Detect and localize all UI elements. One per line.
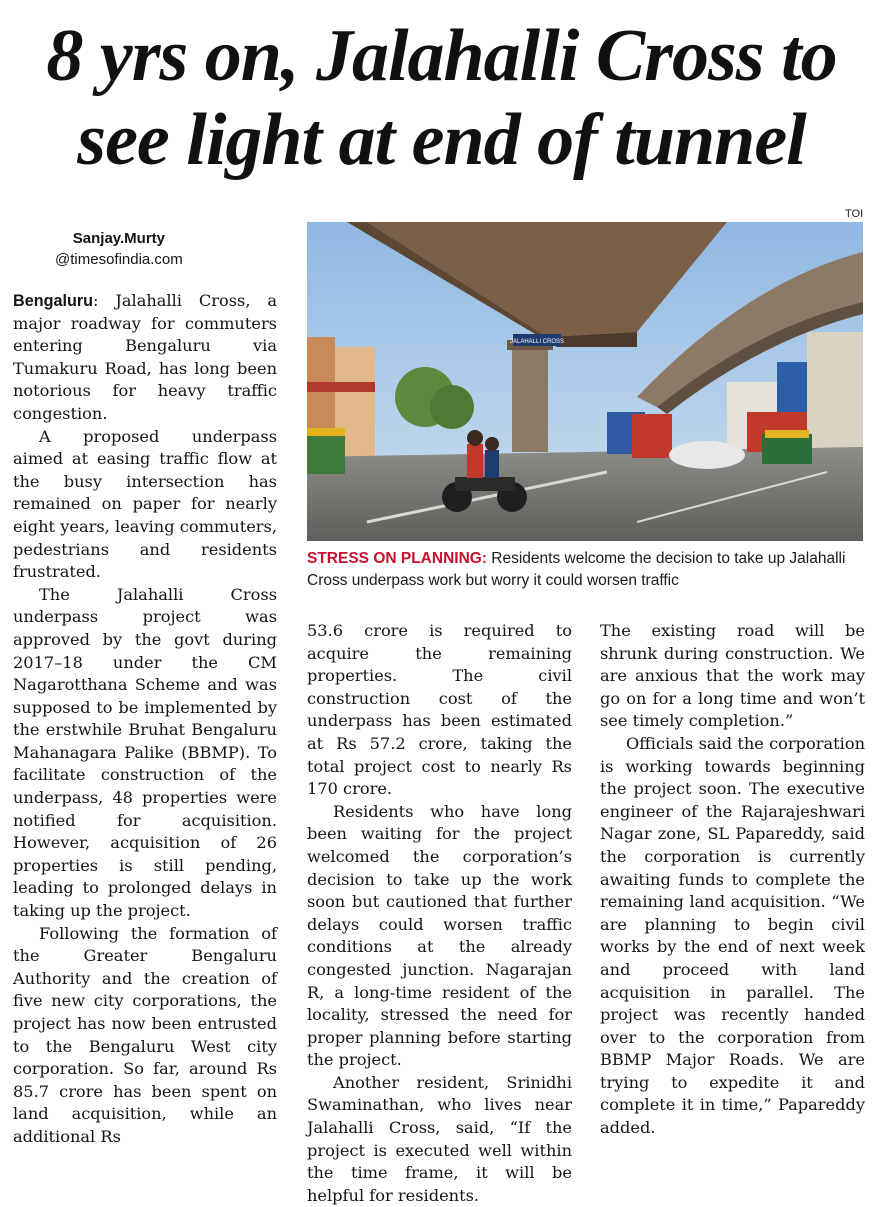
caption-text: Residents welcome the decision to take up Jalahalli Cross underpass work but worry it could worsen traffic <box>307 550 846 589</box>
paragraph-7: Another resident, Srinidhi Swaminathan, who lives near Jalahalli Cross, said, “If the project is executed well within the time frame, it will be helpful for residents. <box>307 1072 572 1205</box>
paragraph-6: Residents who have long been waiting for the project welcomed the corporation’s decision to take up the work soon but cautioned that further delays could worsen traffic conditions at the already congested junction. Nagarajan R, a long-time resident of the locality, stressed the need for proper planning before starting the project. <box>307 801 572 1070</box>
caption-kicker: STRESS ON PLANNING: <box>307 550 487 567</box>
photo-caption <box>307 548 867 592</box>
paragraph-4: Following the formation of the Greater Bengaluru Authority and the creation of five new city corporations, the project has now been entrusted to the Bengaluru West city corporation. So far, around Rs 85.7 crore has been spent on land acquisition, while an additional Rs <box>13 923 277 1146</box>
headline <box>0 14 883 182</box>
paragraph-3: The Jalahalli Cross underpass project was approved by the govt during 2017–18 under the CM Nagarotthana Scheme and was supposed to be implemented by the erstwhile Bruhat Bengaluru Mahanagara Palike (BBMP). To facilitate construction of the underpass, 48 properties were notified for acquisition. However, acquisition of 26 properties is still pending, leading to prolonged delays in taking up the project. <box>13 584 277 921</box>
headline-line-2: see light at end of tunnel <box>77 99 806 181</box>
article-column-3 <box>600 620 865 1140</box>
byline-author: Sanjay.Murty <box>72 230 166 247</box>
flyover-sign: JALAHALLI CROSS <box>509 339 565 345</box>
paragraph-2: A proposed underpass aimed at easing traffic flow at the busy intersection has remained on paper for nearly eight years, leaving commuters, pedestrians and residents frustrated. <box>13 426 277 582</box>
photo-credit: TOI <box>845 208 864 220</box>
paragraph-1: Bengaluru: Jalahalli Cross, a major roadway for commuters entering Bengaluru via Tumakuru Road, has long been notorious for heavy traffic congestion. <box>13 291 277 423</box>
paragraph-9: Officials said the corporation is working towards beginning the project soon. The executive engineer of the Rajarajeshwari Nagar zone, SL Papareddy, said the corporation is currently awaiting funds to complete the remaining land acquisition. “We are planning to begin civil works by the end of next week and proceed with land acquisition in parallel. The project was recently handed over to the corporation from BBMP Major Roads. We are trying to expedite it and complete it in time,” Papareddy added. <box>600 733 865 1138</box>
article-column-2 <box>307 620 572 1207</box>
byline <box>55 228 183 270</box>
paragraph-8: The existing road will be shrunk during construction. We are anxious that the work may go on for a long time and won’t see timely completion.” <box>600 621 865 731</box>
article-column-1 <box>13 290 277 1149</box>
paragraph-5: 53.6 crore is required to acquire the remaining properties. The civil construction cost of the underpass has been estimated at Rs 57.2 crore, taking the total project cost to nearly Rs 170 crore. <box>307 621 572 799</box>
dateline: Bengaluru <box>13 292 94 310</box>
headline-line-1: 8 yrs on, Jalahalli Cross to <box>46 15 837 97</box>
flyover-junction-illustration <box>307 222 863 541</box>
byline-email: @timesofindia.com <box>55 251 183 268</box>
news-photo <box>307 222 863 541</box>
